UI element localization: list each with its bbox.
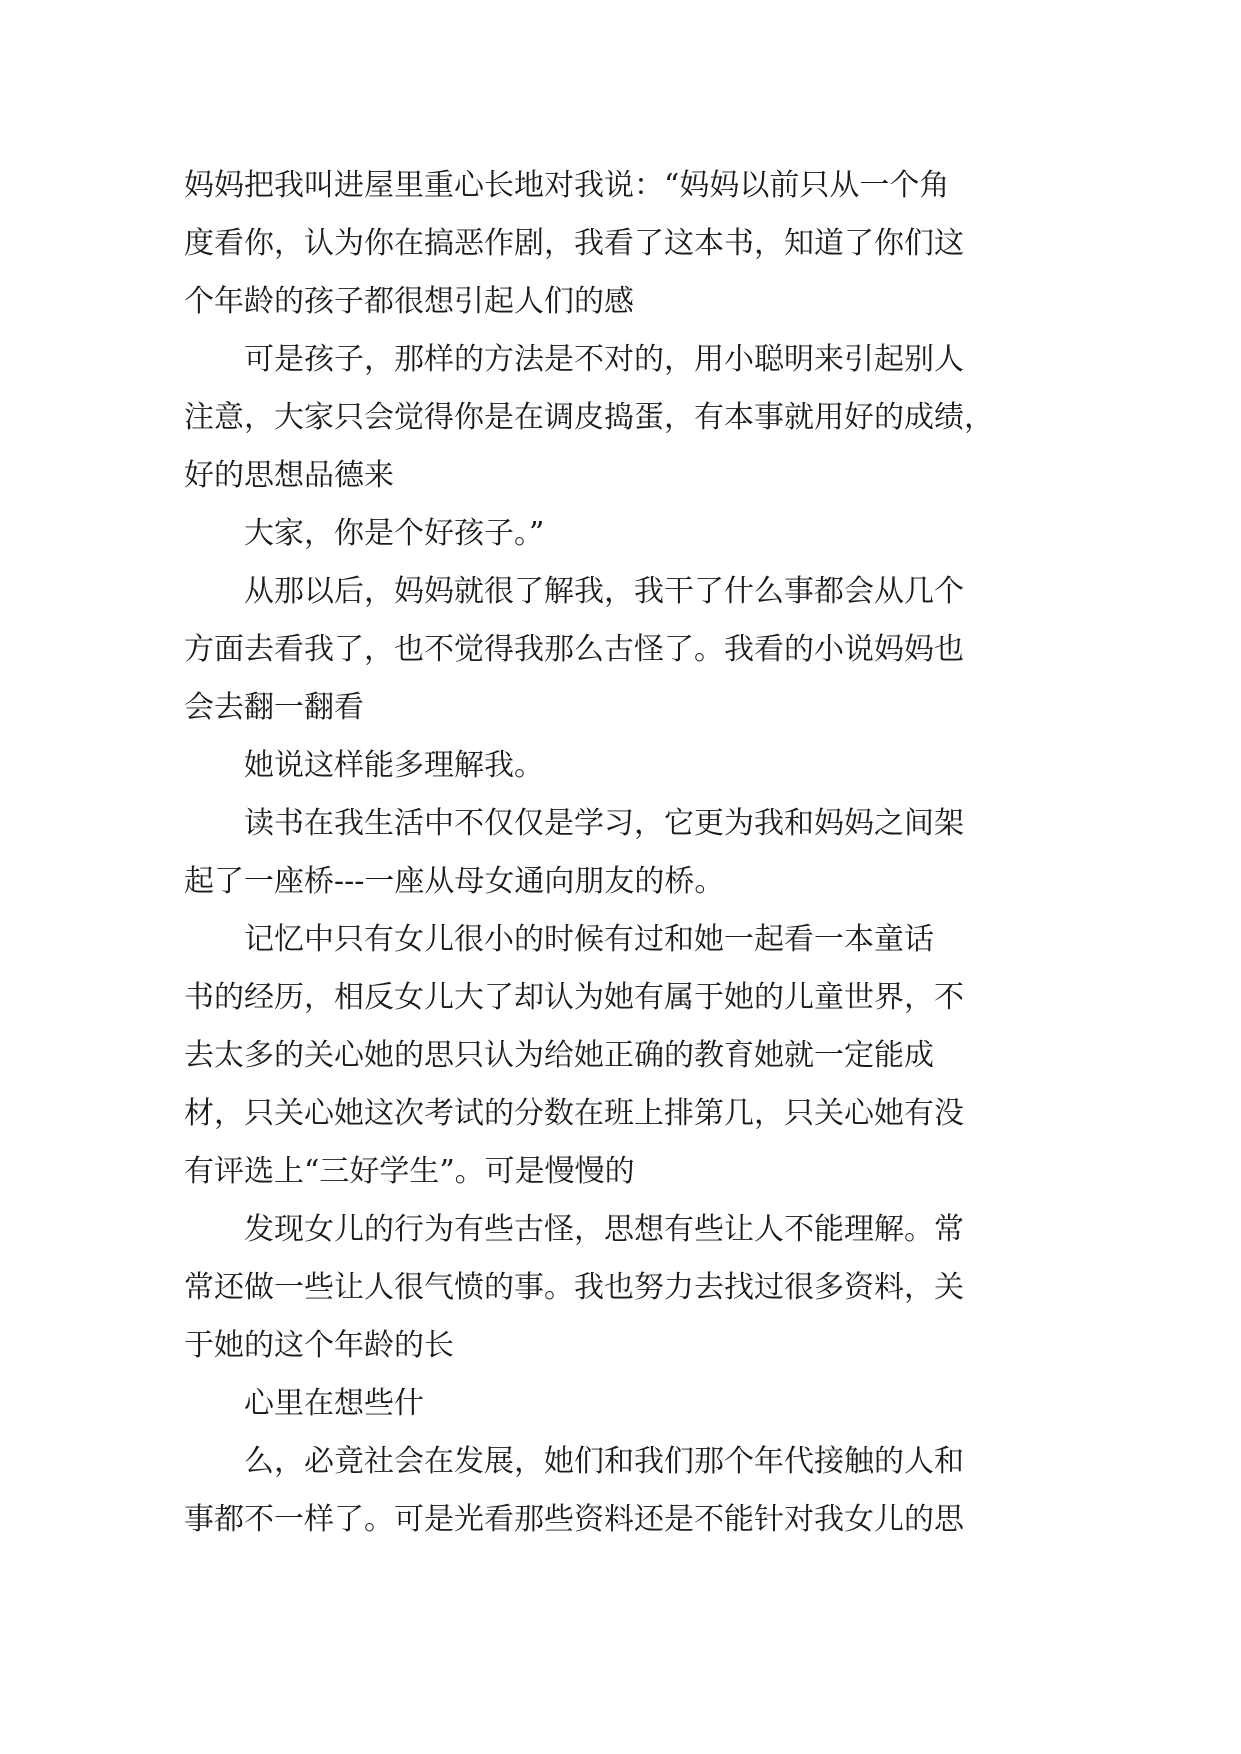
text-line: 去太多的关心她的思只认为给她正确的教育她就一定能成 [184, 1038, 934, 1073]
text-line: 记忆中只有女儿很小的时候有过和她一起看一本童话 [244, 922, 934, 957]
text-line: 材，只关心她这次考试的分数在班上排第几，只关心她有没 [184, 1096, 964, 1131]
text-line: 于她的这个年龄的长 [184, 1328, 454, 1363]
paragraph-6 [184, 795, 1046, 911]
text-line: 从那以后，妈妈就很了解我，我干了什么事都会从几个 [244, 574, 964, 609]
text-line: 起了一座桥---一座从母女通向朋友的桥。 [184, 864, 725, 899]
text-line: 心里在想些什 [244, 1386, 424, 1421]
paragraph-9 [184, 1375, 1046, 1433]
text-line: 书的经历，相反女儿大了却认为她有属于她的儿童世界，不 [184, 980, 964, 1015]
text-line: 常还做一些让人很气愤的事。我也努力去找过很多资料，关 [184, 1270, 964, 1305]
paragraph-7 [184, 911, 1046, 1201]
text-line: 方面去看我了，也不觉得我那么古怪了。我看的小说妈妈也 [184, 632, 964, 667]
paragraph-4 [184, 563, 1046, 737]
text-line: 有评选上“三好学生”。可是慢慢的 [184, 1154, 635, 1189]
paragraph-3 [184, 505, 1046, 563]
text-line: 个年龄的孩子都很想引起人们的感 [184, 284, 634, 319]
text-line: 她说这样能多理解我。 [244, 748, 544, 783]
text-line: 事都不一样了。可是光看那些资料还是不能针对我女儿的思 [184, 1502, 964, 1537]
paragraph-5 [184, 737, 1046, 795]
text-line: 会去翻一翻看 [184, 690, 364, 725]
text-line: 好的思想品德来 [184, 458, 394, 493]
text-line: 注意，大家只会觉得你是在调皮捣蛋，有本事就用好的成绩， [184, 400, 994, 435]
paragraph-8 [184, 1201, 1046, 1375]
text-line: 发现女儿的行为有些古怪，思想有些让人不能理解。常 [244, 1212, 964, 1247]
paragraph-10 [184, 1433, 1046, 1549]
body-text [184, 157, 1046, 1549]
text-line: 读书在我生活中不仅仅是学习，它更为我和妈妈之间架 [244, 806, 964, 841]
text-line: 可是孩子，那样的方法是不对的，用小聪明来引起别人 [244, 342, 964, 377]
text-line: 度看你，认为你在搞恶作剧，我看了这本书，知道了你们这 [184, 226, 964, 261]
paragraph-2 [184, 331, 1046, 505]
text-line: 妈妈把我叫进屋里重心长地对我说：“妈妈以前只从一个角 [184, 168, 950, 203]
text-line: 么，必竟社会在发展，她们和我们那个年代接触的人和 [244, 1444, 964, 1479]
text-line: 大家，你是个好孩子。” [244, 516, 545, 551]
paragraph-1 [184, 157, 1046, 331]
